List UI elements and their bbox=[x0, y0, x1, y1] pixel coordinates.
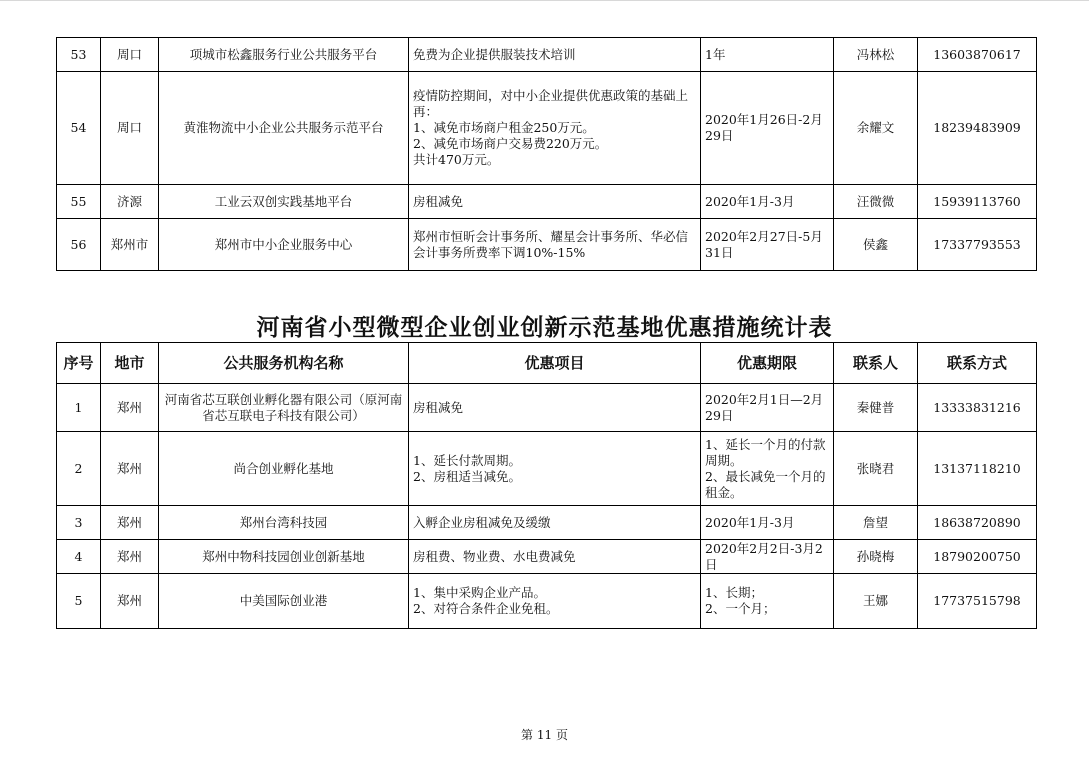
cell-no: 2 bbox=[57, 432, 101, 506]
cell-period: 2020年1月-3月 bbox=[701, 506, 834, 540]
header-city: 地市 bbox=[101, 343, 159, 384]
cell-period: 1、长期； 2、一个月； bbox=[701, 574, 834, 629]
header-phone: 联系方式 bbox=[918, 343, 1037, 384]
header-no: 序号 bbox=[57, 343, 101, 384]
cell-org: 郑州中物科技园创业创新基地 bbox=[159, 540, 409, 574]
cell-org: 尚合创业孵化基地 bbox=[159, 432, 409, 506]
table-row bbox=[57, 432, 1037, 506]
cell-org: 中美国际创业港 bbox=[159, 574, 409, 629]
table-row bbox=[57, 384, 1037, 432]
cell-period: 1、延长一个月的付款周期。 2、最长减免一个月的租金。 bbox=[701, 432, 834, 506]
page-number: 第 11 页 bbox=[521, 728, 568, 742]
cell-benefit: 房租费、物业费、水电费减免 bbox=[409, 540, 701, 574]
cell-phone: 13333831216 bbox=[918, 384, 1037, 432]
cell-contact: 詹望 bbox=[834, 506, 918, 540]
cell-period: 2020年2月1日—2月29日 bbox=[701, 384, 834, 432]
cell-contact: 孙晓梅 bbox=[834, 540, 918, 574]
header-period: 优惠期限 bbox=[701, 343, 834, 384]
cell-no: 55 bbox=[57, 185, 101, 219]
cell-benefit: 房租减免 bbox=[409, 185, 701, 219]
cell-city: 周口 bbox=[101, 72, 159, 185]
cell-city: 郑州 bbox=[101, 506, 159, 540]
continuation-table bbox=[56, 37, 1037, 271]
cell-phone: 15939113760 bbox=[918, 185, 1037, 219]
cell-phone: 18638720890 bbox=[918, 506, 1037, 540]
main-title: 河南省小型微型企业创业创新示范基地优惠措施统计表 bbox=[256, 315, 833, 341]
cell-benefit: 免费为企业提供服装技术培训 bbox=[409, 38, 701, 72]
cell-benefit: 房租减免 bbox=[409, 384, 701, 432]
cell-org: 郑州市中小企业服务中心 bbox=[159, 219, 409, 271]
cell-period: 2020年2月27日-5月31日 bbox=[701, 219, 834, 271]
cell-no: 3 bbox=[57, 506, 101, 540]
table-row bbox=[57, 185, 1037, 219]
table-row bbox=[57, 72, 1037, 185]
table-row bbox=[57, 574, 1037, 629]
cell-period: 2020年2月2日-3月2日 bbox=[701, 540, 834, 574]
cell-no: 4 bbox=[57, 540, 101, 574]
cell-contact: 冯林松 bbox=[834, 38, 918, 72]
cell-phone: 17737515798 bbox=[918, 574, 1037, 629]
cell-contact: 余耀文 bbox=[834, 72, 918, 185]
cell-contact: 张晓君 bbox=[834, 432, 918, 506]
cell-city: 郑州市 bbox=[101, 219, 159, 271]
table-row bbox=[57, 38, 1037, 72]
table-row bbox=[57, 219, 1037, 271]
cell-city: 郑州 bbox=[101, 540, 159, 574]
cell-city: 郑州 bbox=[101, 574, 159, 629]
cell-city: 济源 bbox=[101, 185, 159, 219]
cell-benefit: 1、集中采购企业产品。 2、对符合条件企业免租。 bbox=[409, 574, 701, 629]
header-contact: 联系人 bbox=[834, 343, 918, 384]
cell-contact: 侯鑫 bbox=[834, 219, 918, 271]
cell-no: 5 bbox=[57, 574, 101, 629]
cell-city: 郑州 bbox=[101, 432, 159, 506]
cell-no: 1 bbox=[57, 384, 101, 432]
cell-org: 黄淮物流中小企业公共服务示范平台 bbox=[159, 72, 409, 185]
cell-benefit: 1、延长付款周期。 2、房租适当减免。 bbox=[409, 432, 701, 506]
cell-no: 54 bbox=[57, 72, 101, 185]
table-row bbox=[57, 506, 1037, 540]
cell-phone: 13137118210 bbox=[918, 432, 1037, 506]
incentives-table bbox=[56, 342, 1037, 629]
cell-contact: 王娜 bbox=[834, 574, 918, 629]
cell-org: 郑州台湾科技园 bbox=[159, 506, 409, 540]
cell-period: 2020年1月-3月 bbox=[701, 185, 834, 219]
cell-no: 53 bbox=[57, 38, 101, 72]
cell-period: 2020年1月26日-2月29日 bbox=[701, 72, 834, 185]
cell-phone: 17337793553 bbox=[918, 219, 1037, 271]
cell-phone: 18790200750 bbox=[918, 540, 1037, 574]
cell-city: 郑州 bbox=[101, 384, 159, 432]
cell-contact: 汪微微 bbox=[834, 185, 918, 219]
cell-org: 河南省芯互联创业孵化器有限公司（原河南省芯互联电子科技有限公司） bbox=[159, 384, 409, 432]
cell-benefit: 郑州市恒昕会计事务所、耀星会计事务所、华必信会计事务所费率下调10%-15% bbox=[409, 219, 701, 271]
cell-phone: 13603870617 bbox=[918, 38, 1037, 72]
cell-no: 56 bbox=[57, 219, 101, 271]
cell-period: 1年 bbox=[701, 38, 834, 72]
header-benefit: 优惠项目 bbox=[409, 343, 701, 384]
cell-org: 项城市松鑫服务行业公共服务平台 bbox=[159, 38, 409, 72]
cell-city: 周口 bbox=[101, 38, 159, 72]
cell-contact: 秦健普 bbox=[834, 384, 918, 432]
cell-phone: 18239483909 bbox=[918, 72, 1037, 185]
header-org: 公共服务机构名称 bbox=[159, 343, 409, 384]
table-header-row bbox=[57, 343, 1037, 384]
table-row bbox=[57, 540, 1037, 574]
cell-benefit: 入孵企业房租减免及缓缴 bbox=[409, 506, 701, 540]
cell-org: 工业云双创实践基地平台 bbox=[159, 185, 409, 219]
cell-benefit: 疫情防控期间，对中小企业提供优惠政策的基础上再： 1、减免市场商户租金250万元。 2、减免市场商户交易费220万元。 共计470万元。 bbox=[409, 72, 701, 185]
